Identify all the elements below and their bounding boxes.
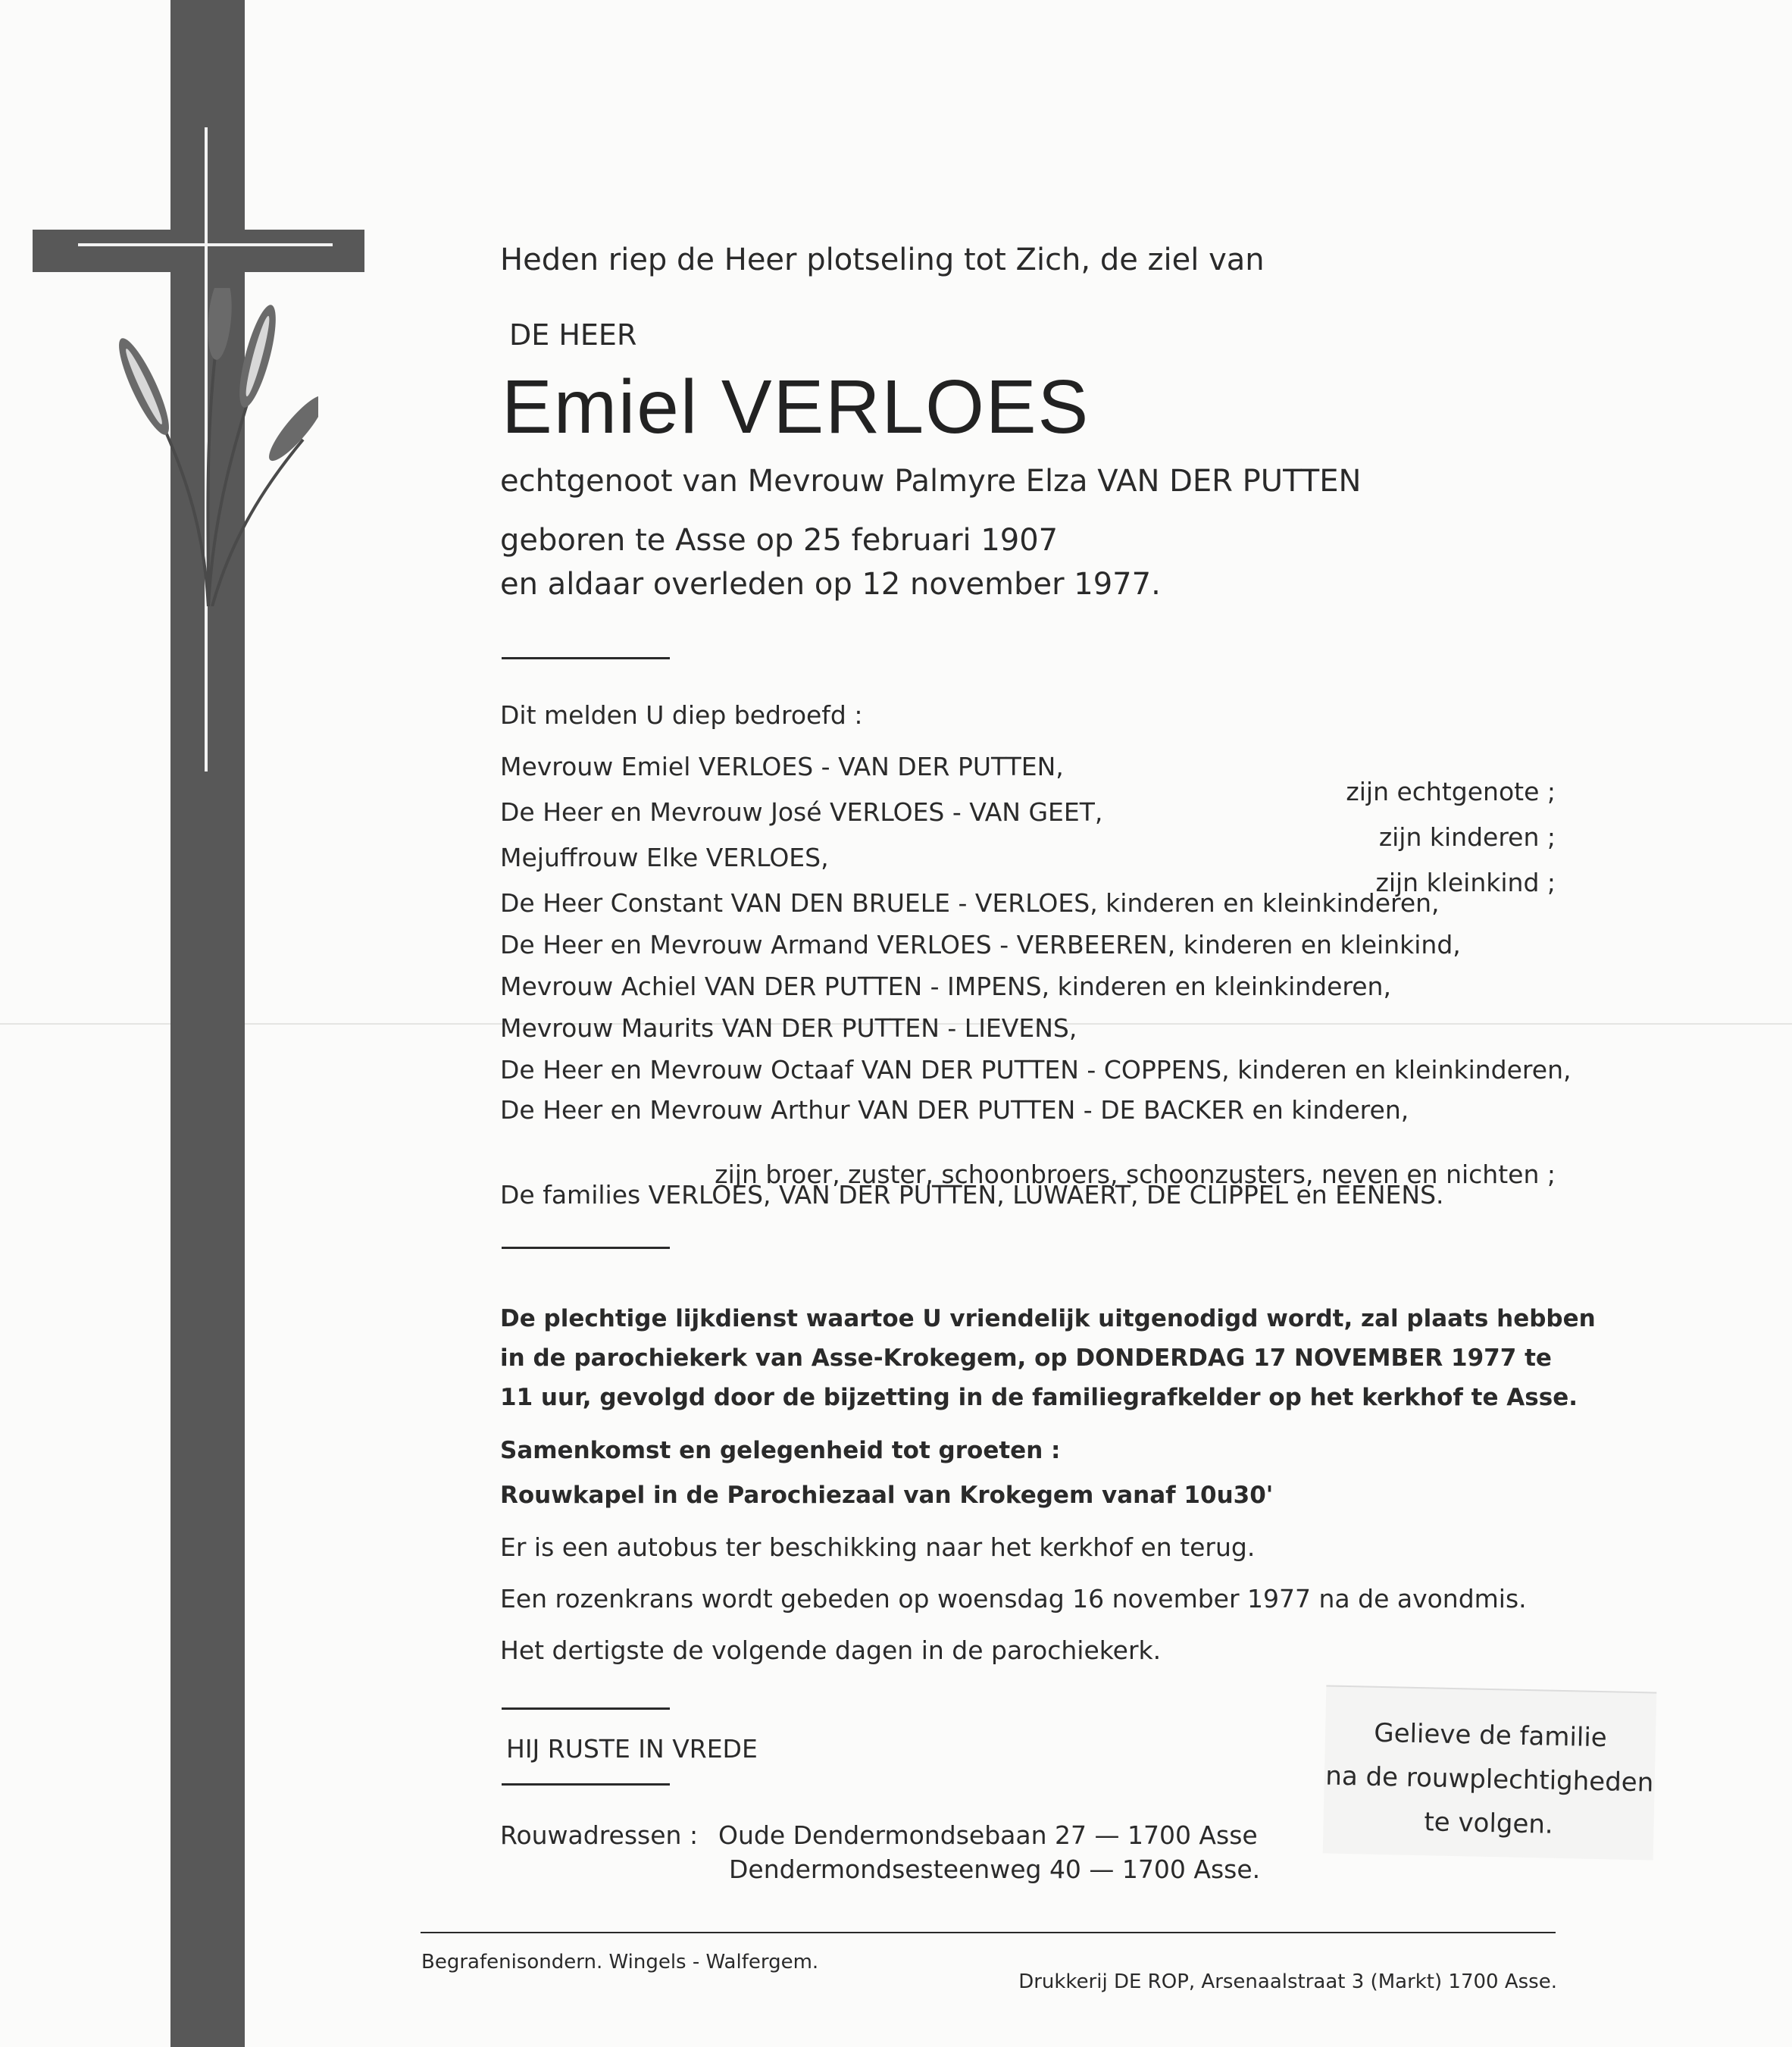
honorific: DE HEER	[509, 318, 637, 352]
mourner-relation: zijn kinderen ;	[1378, 822, 1556, 852]
service-line: in de parochiekerk van Asse-Krokegem, op DONDERDAG 17 NOVEMBER 1977 te	[500, 1344, 1552, 1372]
divider	[502, 1707, 670, 1710]
mourner-relation: zijn kleinkind ;	[1375, 868, 1556, 897]
note-line: Gelieve de familie	[1373, 1717, 1608, 1754]
bus-line: Er is een autobus ter beschikking naar het kerkhof en terug.	[500, 1532, 1256, 1562]
service-line: De plechtige lijkdienst waartoe U vriendelijk uitgenodigd wordt, zal plaats hebben	[500, 1305, 1596, 1332]
mourner-relation: zijn echtgenote ;	[1346, 777, 1556, 806]
address-label: Rouwadressen :	[500, 1820, 699, 1850]
chapel-line: Rouwkapel in de Parochiezaal van Krokegem vanaf 10u30'	[500, 1482, 1274, 1509]
mourner-row: Mejuffrouw Elke VERLOES,	[500, 843, 829, 872]
address-line: Dendermondsesteenweg 40 — 1700 Asse.	[729, 1855, 1261, 1884]
service-line: 11 uur, gevolgd door de bijzetting in de familiegrafkelder op het kerkhof te Asse.	[500, 1384, 1578, 1411]
footer-printer: Drukkerij DE ROP, Arsenaalstraat 3 (Markt) 1700 Asse.	[1018, 1970, 1557, 1993]
gathering-line: Samenkomst en gelegenheid tot groeten :	[500, 1437, 1061, 1464]
mourner-row: Mevrouw Maurits VAN DER PUTTEN - LIEVENS,	[500, 1013, 1077, 1043]
rosary-line: Een rozenkrans wordt gebeden op woensdag 16 november 1977 na de avondmis.	[500, 1584, 1527, 1613]
mourner-row: De Heer en Mevrouw Arthur VAN DER PUTTEN - DE BACKER en kinderen,	[500, 1095, 1409, 1125]
mourner-row: Mevrouw Emiel VERLOES - VAN DER PUTTEN,	[500, 752, 1064, 781]
address-line: Oude Dendermondsebaan 27 — 1700 Asse	[718, 1820, 1258, 1850]
family-note	[1323, 1685, 1657, 1860]
spouse-line: echtgenoot van Mevrouw Palmyre Elza VAN DER PUTTEN	[500, 464, 1362, 499]
divider	[502, 1247, 670, 1249]
mourner-relation-summary: zijn broer, zuster, schoonbroers, schoonzusters, neven en nichten ;	[715, 1160, 1556, 1189]
thirtieth-line: Het dertigste de volgende dagen in de parochiekerk.	[500, 1635, 1162, 1665]
mourner-row: De Heer en Mevrouw Armand VERLOES - VERBEEREN, kinderen en kleinkind,	[500, 930, 1461, 959]
footer-undertaker: Begrafenisondern. Wingels - Walfergem.	[421, 1951, 819, 1973]
death-line: en aldaar overleden op 12 november 1977.	[500, 567, 1161, 602]
mourners-intro: Dit melden U diep bedroefd :	[500, 700, 863, 730]
deceased-name: Emiel VERLOES	[502, 365, 1090, 449]
note-line: na de rouwplechtigheden	[1324, 1761, 1654, 1798]
rest-in-peace: HIJ RUSTE IN VREDE	[506, 1734, 758, 1764]
birth-line: geboren te Asse op 25 februari 1907	[500, 523, 1059, 558]
families-line: De families VERLOES, VAN DER PUTTEN, LUWAERT, DE CLIPPEL en EENENS.	[500, 1180, 1444, 1210]
cross-inlay-horizontal	[78, 243, 333, 246]
intro-text: Heden riep de Heer plotseling tot Zich, de ziel van	[500, 243, 1265, 277]
note-line: te volgen.	[1424, 1807, 1554, 1840]
cross-horizontal-beam	[33, 230, 364, 272]
mourner-row: De Heer en Mevrouw José VERLOES - VAN GEET,	[500, 797, 1103, 827]
mourner-row: Mevrouw Achiel VAN DER PUTTEN - IMPENS, kinderen en kleinkinderen,	[500, 972, 1391, 1001]
footer-rule	[421, 1932, 1556, 1933]
wheat-icon	[99, 288, 318, 606]
mourner-row: De Heer Constant VAN DEN BRUELE - VERLOES, kinderen en kleinkinderen,	[500, 888, 1440, 918]
divider	[502, 657, 670, 659]
divider	[502, 1783, 670, 1786]
mourner-row: De Heer en Mevrouw Octaaf VAN DER PUTTEN - COPPENS, kinderen en kleinkinderen,	[500, 1055, 1572, 1085]
